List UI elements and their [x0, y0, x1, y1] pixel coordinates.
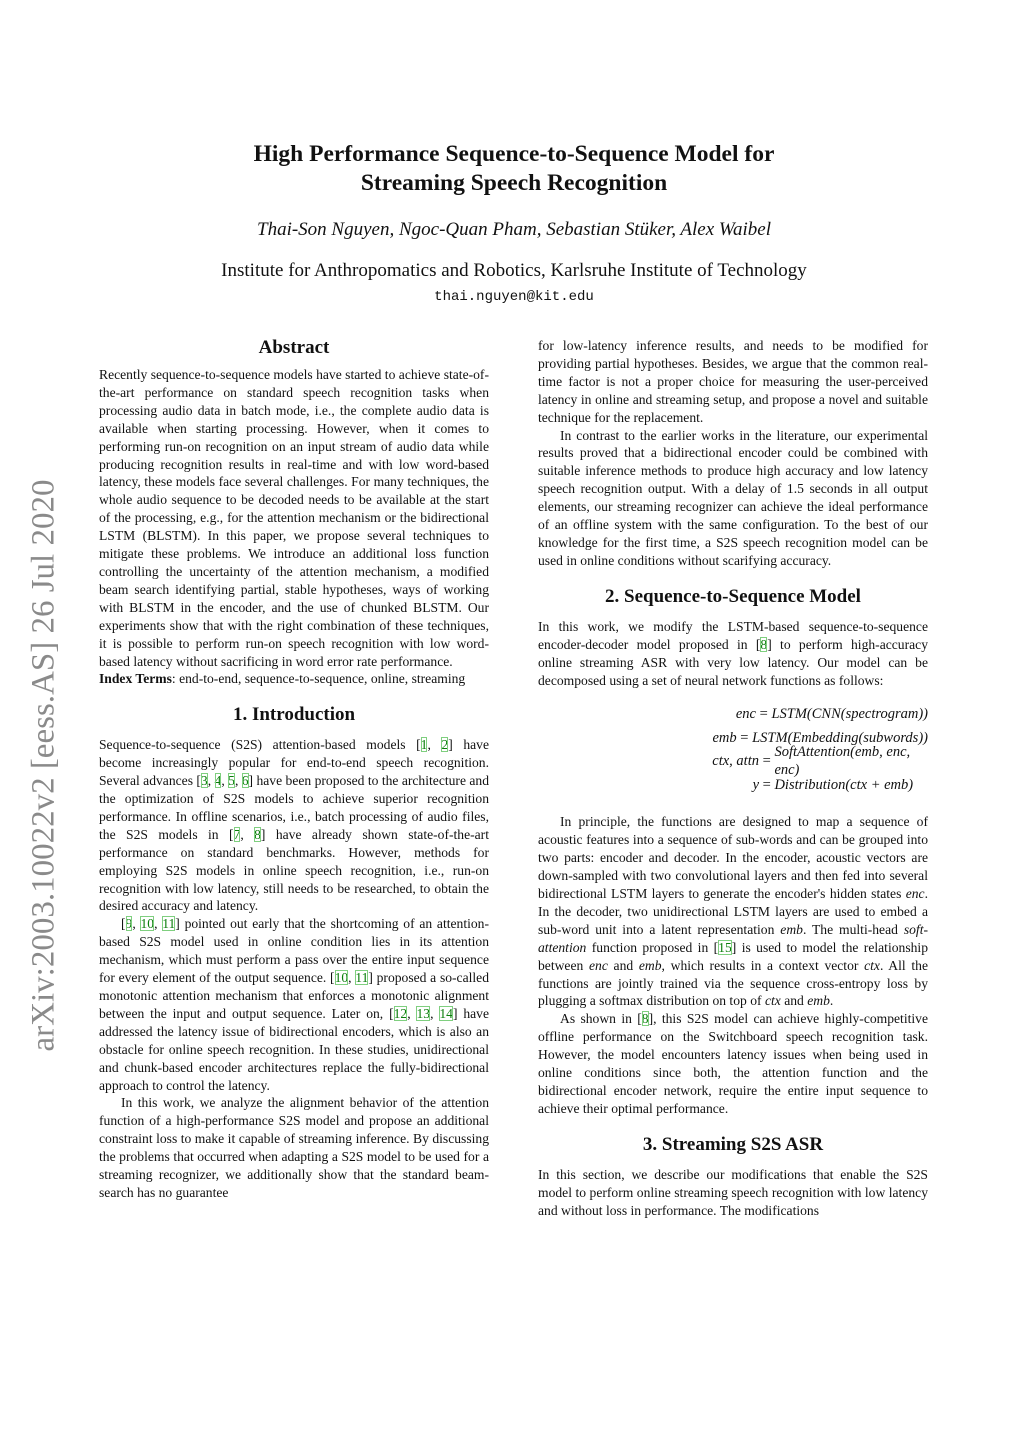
section-1-heading: 1. Introduction: [232, 704, 356, 726]
citation-link[interactable]: 8: [641, 1011, 649, 1027]
streaming-paragraph-1: In this section, we describe our modifications that enable the S2S model to perform online streaming speech recognition with low latency and without loss in performance. The modifications: [538, 1166, 928, 1218]
citation-link[interactable]: 5: [228, 773, 235, 789]
citation-link[interactable]: 6: [241, 773, 249, 789]
citation-link[interactable]: 7: [233, 826, 241, 842]
index-terms-label: Index Terms: [99, 671, 172, 687]
citation-link[interactable]: 8: [760, 636, 768, 652]
right-column: [538, 337, 928, 1220]
intro-paragraph-2: [9, 10, 11] pointed out early that the shortcoming of an attention-based S2S model used in online condition lies in its attention mechanism, which must perform a pass over the entire input sequence for every element of the output sequence. [10, 11] proposed a so-called monotonic attention mechanism that enforces a monotonic alignment between the input and output sequence. Later on, [12, 13, 14] have addressed the latency issue of bidirectional encoders, which is also an obstacle for online speech recognition. In these studies, unidirectional and chunk-based encoder architectures replace the fully-bidirectional approach to control the latency.: [99, 916, 490, 1093]
authors: Thai-Son Nguyen, Ngoc-Quan Pham, Sebastian Stüker, Alex Waibel: [257, 219, 771, 240]
equation-row: y = Distribution(ctx + emb): [752, 776, 914, 793]
citation-link[interactable]: 8: [254, 826, 261, 842]
citation-link[interactable]: 13: [416, 1005, 431, 1021]
citation-link[interactable]: 10: [140, 916, 155, 932]
citation-link[interactable]: 2: [441, 737, 449, 753]
intro-paragraph-4: In contrast to the earlier works in the literature, our experimental results proved that a bidirectional encoder could be combined with suitable inference methods to produce high accuracy and low latency speech recognition output. With a delay of 1.5 seconds in all output elements, our streaming recognizer can achieve the ideal performance of an offline system with the same configuration. To the best of our knowledge for the first time, a S2S speech recognition model can be used in online conditions without scarifying accuracy.: [538, 427, 928, 568]
model-paragraph-2: In principle, the functions are designed to map a sequence of acoustic features into a sequence of sub-words and can be grouped into two parts: encoder and decoder. In the encoder, acoustic vectors are down-sampled with two convolutional layers and then fed into several bidirectional LSTM layers to generate the encoder's hidden states enc. In the decoder, two unidirectional LSTM layers are used to embed a sub-word unit into a latent representation emb. The multi-head soft-attention function proposed in [15] is used to model the relationship between enc and emb, which results in a context vector ctx. All the functions are jointly trained via the sequence cross-entropy loss by plugging a softmax distribution on top of ctx and emb.: [538, 814, 928, 1009]
title-line-1: High Performance Sequence-to-Sequence Model for: [253, 141, 775, 167]
email: thai.nguyen@kit.edu: [434, 289, 594, 305]
citation-link[interactable]: 10: [334, 970, 349, 986]
model-paragraph-3: As shown in [8], this S2S model can achieve highly-competitive offline performance on the Switchboard speech recognition task. However, the model encounters latency issues when being used in online conditions since both, the attention function and the bidirectional encoder network, require the entire input sequence to achieve their optimal performance.: [538, 1011, 928, 1116]
section-3-heading: 3. Streaming S2S ASR: [642, 1133, 824, 1155]
arxiv-id: arXiv:2003.10022v2 [eess.AS] 26 Jul 2020: [25, 479, 62, 1051]
title-line-2: Streaming Speech Recognition: [360, 170, 668, 196]
equation-row: ctx, attn = SoftAttention(emb, enc, enc): [712, 744, 911, 779]
affiliation: Institute for Anthropomatics and Robotics, Karlsruhe Institute of Technology: [221, 260, 807, 281]
intro-continuation: for low-latency inference results, and needs to be modified for providing partial hypotheses. Besides, we argue that the common real-time factor is not a proper choice for measuring the user-perceived latency in online and streaming setup, and propose a novel and suitable technique for the replacement.: [538, 338, 928, 425]
section-2-heading: 2. Sequence-to-Sequence Model: [605, 585, 861, 607]
equation-block: [538, 703, 928, 797]
citation-link[interactable]: 11: [162, 916, 176, 932]
abstract-heading: Abstract: [258, 337, 330, 358]
equation-row: enc = LSTM(CNN(spectrogram)): [735, 706, 928, 723]
citation-link[interactable]: 15: [718, 939, 732, 955]
citation-link[interactable]: 3: [200, 773, 208, 789]
citation-link[interactable]: 14: [439, 1005, 453, 1021]
abstract-text: Recently sequence-to-sequence models have started to achieve state-of-the-art performance on standard speech recognition tasks when processing audio data in batch mode, i.e., the complete audio data is available when starting processing. However, when it comes to performing run-on recognition on an input stream of audio data while producing recognition results in real-time and with low word-based latency, these models face several challenges. For many techniques, the whole audio sequence to be decoded needs to be available at the start of the processing, e.g., for the attention mechanism or the bidirectional LSTM (BLSTM). In this paper, we propose several techniques to mitigate these problems. We introduce an additional loss function controlling the uncertainty of the attention mechanism, a modified beam search identifying partial, stable hypotheses, ways of working with BLSTM in the encoder, and the use of chunked BLSTM. Our experiments show that with the right combination of these techniques, it is possible to perform run-on speech recognition with low word-based latency without sacrificing in word error rate performance. Index Terms: end-to-end, sequence-to-sequence, online, streaming: [99, 367, 489, 687]
equation-row: emb = LSTM(Embedding(subwords)): [712, 729, 928, 746]
model-paragraph-1: In this work, we modify the LSTM-based sequence-to-sequence encoder-decoder model proposed in [8] to perform high-accuracy online streaming ASR with very low latency. Our model can be decomposed using a set of neural network functions as follows:: [538, 618, 928, 688]
citation-link[interactable]: 9: [125, 916, 133, 932]
citation-link[interactable]: 12: [393, 1005, 408, 1021]
paper-title: [100, 140, 928, 198]
intro-paragraph-3: In this work, we analyze the alignment behavior of the attention function of a high-performance S2S model and propose an additional constraint loss to make it capable of streaming inference. By discussing the problems that occurred when adapting a S2S model to be used for a streaming recognizer, we additionally show that the standard beam-search has no guarantee: [99, 1095, 489, 1200]
citation-link[interactable]: 4: [214, 773, 222, 789]
citation-link[interactable]: 1: [420, 737, 428, 753]
left-column: [99, 337, 489, 1202]
arxiv-sidebar-stamp: [14, 455, 74, 1075]
citation-link[interactable]: 11: [355, 970, 369, 986]
index-terms: : end-to-end, sequence-to-sequence, online, streaming: [171, 671, 466, 687]
intro-paragraph-1: Sequence-to-sequence (S2S) attention-based models [1, 2] have become increasingly popular for end-to-end speech recognition. Several advances [3, 4, 5, 6] have been proposed to the architecture and the optimization of S2S models to achieve superior recognition performance. In offline scenarios, i.e., batch processing of audio files, the S2S models in [7, 8] have already shown state-of-the-art performance on standard benchmarks. However, methods for employing S2S models in online speech recognition, i.e., run-on recognition with low latency, still needs to be researched, to obtain the desired accuracy and latency.: [99, 737, 490, 914]
